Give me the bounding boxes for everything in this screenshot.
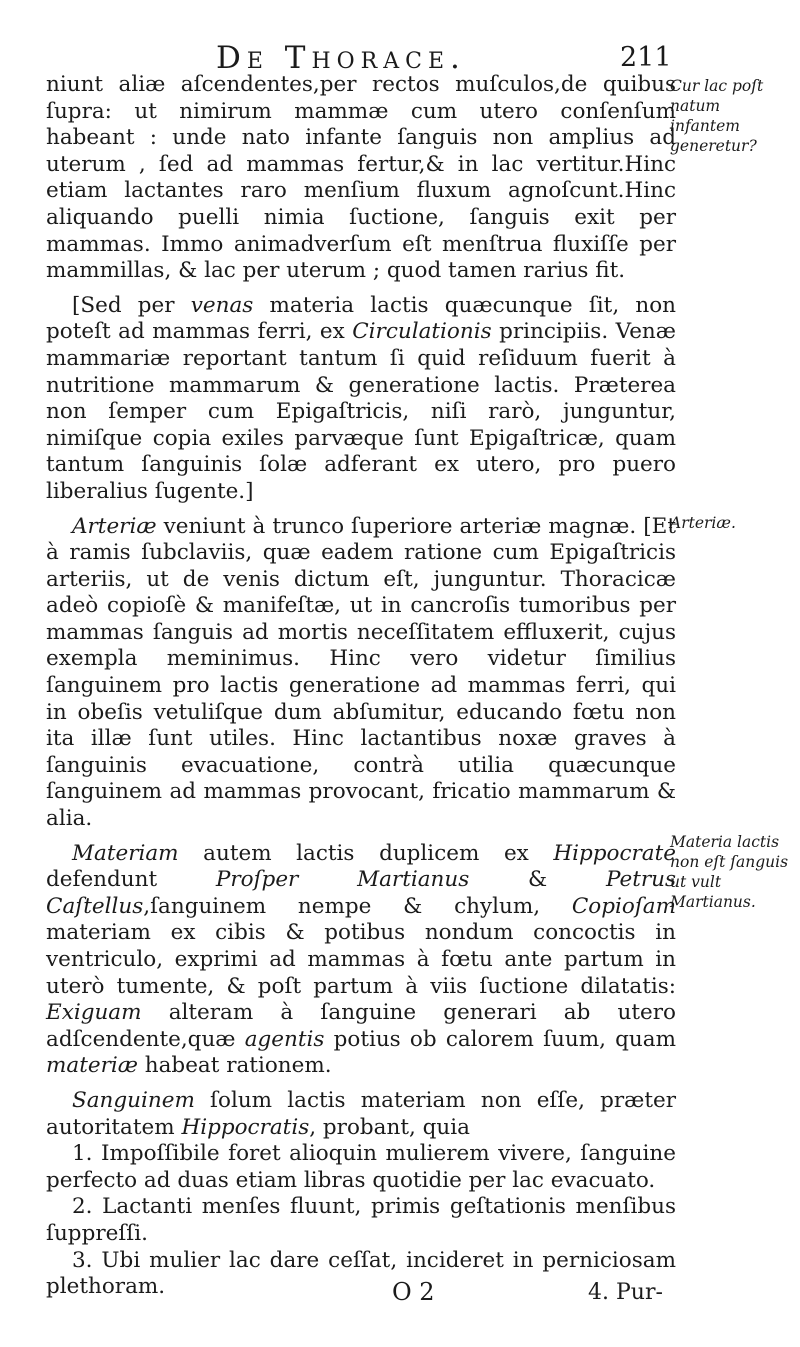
- catchword: 4. Pur-: [588, 1280, 663, 1305]
- paragraph-5: Sanguinem ſolum lactis materiam non eſſe, præter autoritatem Hippocratis, probant, quia: [46, 1087, 676, 1140]
- margin-note-arteriae: Arteriæ.: [670, 514, 736, 532]
- paragraph-1: niunt aliæ aſcendentes,per rectos muſculos,de quibus ſupra: ut nimirum mammæ cum utero conſenſum habeant : unde nato infante ſanguis non amplius ad uterum , ſed ad mammas fertur,& in lac vertitur.Hinc etiam lactantes raro menſium fluxum agnoſcunt.Hinc aliquando puelli nimia ſuctione, ſanguis exit per mammas. Immo animadverſum eſt menſtrua fluxiſſe per mammillas, & lac per uterum ; quod tamen rarius fit.: [46, 72, 676, 284]
- margin-note-materia: Materia lactis non eſt ſanguis ut vult Martianus.: [670, 833, 789, 911]
- paragraph-3: Arteriæ veniunt à trunco ſuperiore arteriæ magnæ. [Et à ramis ſubclaviis, quæ eadem ratione cum Epigaſtricis arteriis, ut de venis dictum eſt, junguntur. Thoracicæ adeò copioſè & manifeſtæ, ut in cancroſis tumoribus per mammas ſanguis ad mortis neceſſitatem effluxerit, cujus exempla meminimus. Hinc vero videtur ſimilius ſanguinem pro lactis generatione ad mammas ferri, qui in obeſis vetuliſque dum abſumitur, educando fœtu non ita illæ ſunt utiles. Hinc lactantibus noxæ graves à ſanguinis evacuatione, contrà utilia quæcunque ſanguinem ad mammas provocant, fricatio mammarum & alia.: [46, 513, 676, 832]
- list-item-1: 1. Impoſſibile foret alioquin mulierem vivere, ſanguine perfecto ad duas etiam libras quotidie per lac evacuato.: [46, 1141, 676, 1193]
- list-item-3: 3. Ubi mulier lac dare ceſſat, incideret in perniciosam plethoram.: [46, 1247, 676, 1300]
- body-text: [46, 72, 676, 1301]
- paragraph-2: [Sed per venas materia lactis quæcunque ſit, non poteſt ad mammas ferri, ex Circulationis principiis. Venæ mammariæ reportant tantum ſi quid reſiduum fuerit à nutritione mammarum & generatione lactis. Præterea non ſemper cum Epigaſtricis, niſi rarò, junguntur, nimiſque copia exiles parvæque ſunt Epigaſtricæ, quam tantum ſanguinis ſolæ adferant ex utero, pro puero liberalius ſugente.]: [46, 292, 676, 504]
- margin-note-lac: Cur lac poſt natum infantem generetur?: [670, 77, 764, 155]
- signature-mark: O 2: [392, 1278, 435, 1306]
- list-item-2: 2. Lactanti menſes fluunt, primis geſtationis menſibus ſuppreſſi.: [46, 1194, 676, 1246]
- page-number: 211: [620, 42, 672, 73]
- page-footer: [0, 1278, 800, 1318]
- running-title: De Thorace.: [216, 40, 466, 76]
- paragraph-4: Materiam autem lactis duplicem ex Hippocrate defendunt Proſper Martianus & Petrus Caſtellus,ſanguinem nempe & chylum, Copioſam materiam ex cibis & potibus nondum concoctis in ventriculo, exprimi ad mammas à fœtu ante partum in uterò tumente, & poſt partum à viis ſuctione dilatatis: Exiguam alteram à ſanguine generari ab utero adſcendente,quæ agentis potius ob calorem ſuum, quam materiæ habeat rationem.: [46, 840, 677, 1079]
